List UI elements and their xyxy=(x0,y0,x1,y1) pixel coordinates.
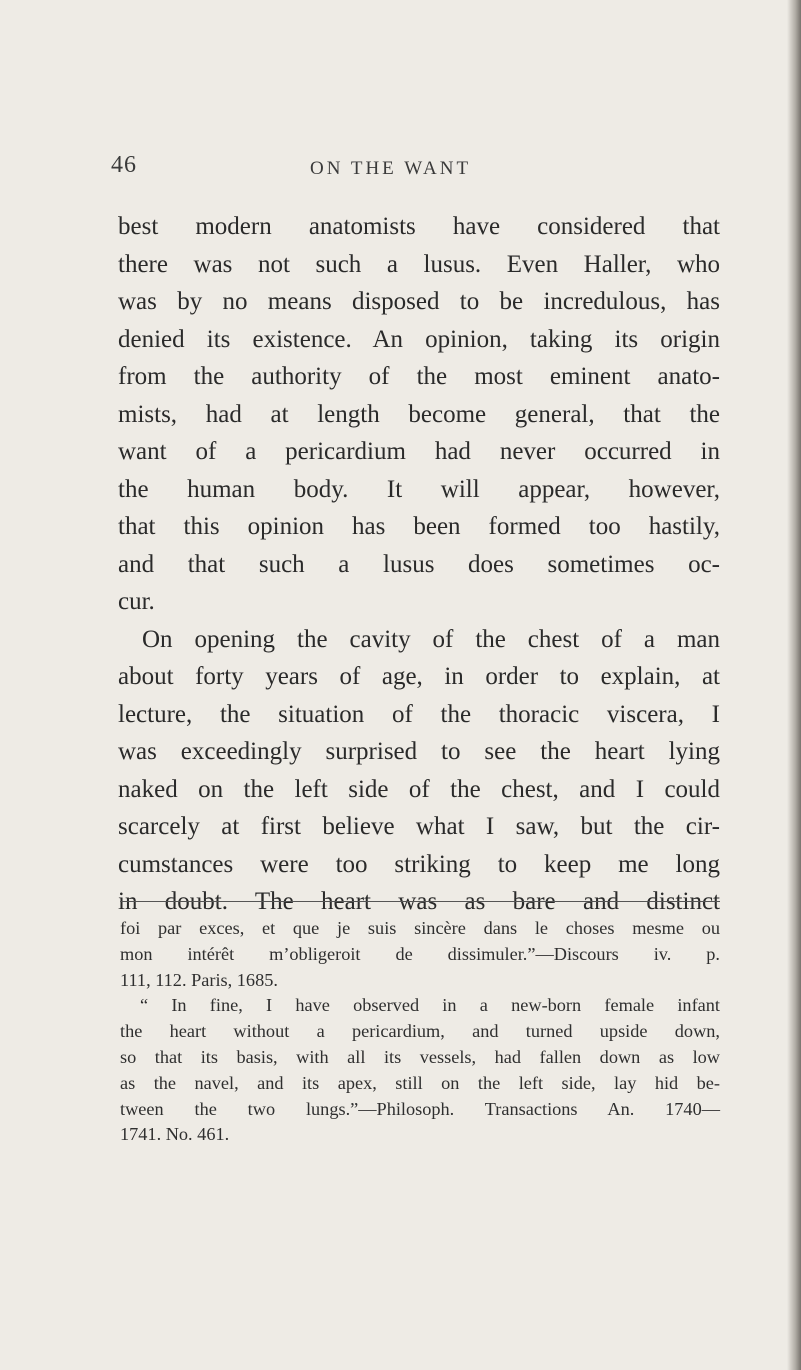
body-line: cumstances were too striking to keep me long xyxy=(118,850,720,878)
body-line: from the authority of the most eminent anato- xyxy=(118,363,720,390)
body-line: On opening the cavity of the chest of a man xyxy=(142,625,720,653)
page-header xyxy=(0,152,801,182)
footnote-line: 1741. No. 461. xyxy=(120,1124,230,1145)
footnote-line: “ In fine, I have observed in a new-born female infant xyxy=(140,995,720,1016)
footnote-line: 111, 112. Paris, 1685. xyxy=(120,969,278,990)
body-line: that this opinion has been formed too hastily, xyxy=(118,513,720,540)
body-line: best modern anatomists have considered that xyxy=(118,213,720,240)
page-number: 46 xyxy=(111,152,137,178)
footnote-line: as the navel, and its apex, still on the left side, lay hid be- xyxy=(120,1072,720,1093)
footnote-line: the heart without a pericardium, and turned upside down, xyxy=(120,1021,720,1042)
footnote-line: foi par exces, et que je suis sincère dans le choses mesme ou xyxy=(120,918,720,938)
running-title: ON THE WANT xyxy=(310,158,472,179)
footnote-line: mon intérêt m’obligeroit de dissimuler.”—Discours iv. p. xyxy=(120,943,720,964)
footnote-line: tween the two lungs.”—Philosoph. Transactions An. 1740— xyxy=(120,1098,720,1119)
body-line: about forty years of age, in order to explain, at xyxy=(118,663,720,690)
body-line: in doubt. The heart was as bare and distinct xyxy=(118,888,720,915)
body-line: cur. xyxy=(118,588,155,615)
body-line: there was not such a lusus. Even Haller, who xyxy=(118,250,720,278)
body-line: scarcely at first believe what I saw, but the cir- xyxy=(118,813,720,840)
body-line: denied its existence. An opinion, taking its origin xyxy=(118,325,720,353)
body-line: was by no means disposed to be incredulous, has xyxy=(118,288,720,315)
body-line: and that such a lusus does sometimes oc- xyxy=(118,550,720,578)
body-text xyxy=(118,208,720,921)
footnotes xyxy=(120,916,720,1148)
body-line: want of a pericardium had never occurred in xyxy=(118,438,720,465)
footnote-rule xyxy=(120,901,720,902)
body-line: lecture, the situation of the thoracic viscera, I xyxy=(118,700,720,728)
body-line: the human body. It will appear, however, xyxy=(118,475,720,503)
body-line: naked on the left side of the chest, and I could xyxy=(118,775,720,803)
page-edge-shadow xyxy=(787,0,801,1370)
body-line: mists, had at length become general, that the xyxy=(118,400,720,428)
body-line: was exceedingly surprised to see the heart lying xyxy=(118,738,720,765)
footnote-line: so that its basis, with all its vessels, had fallen down as low xyxy=(120,1046,720,1067)
